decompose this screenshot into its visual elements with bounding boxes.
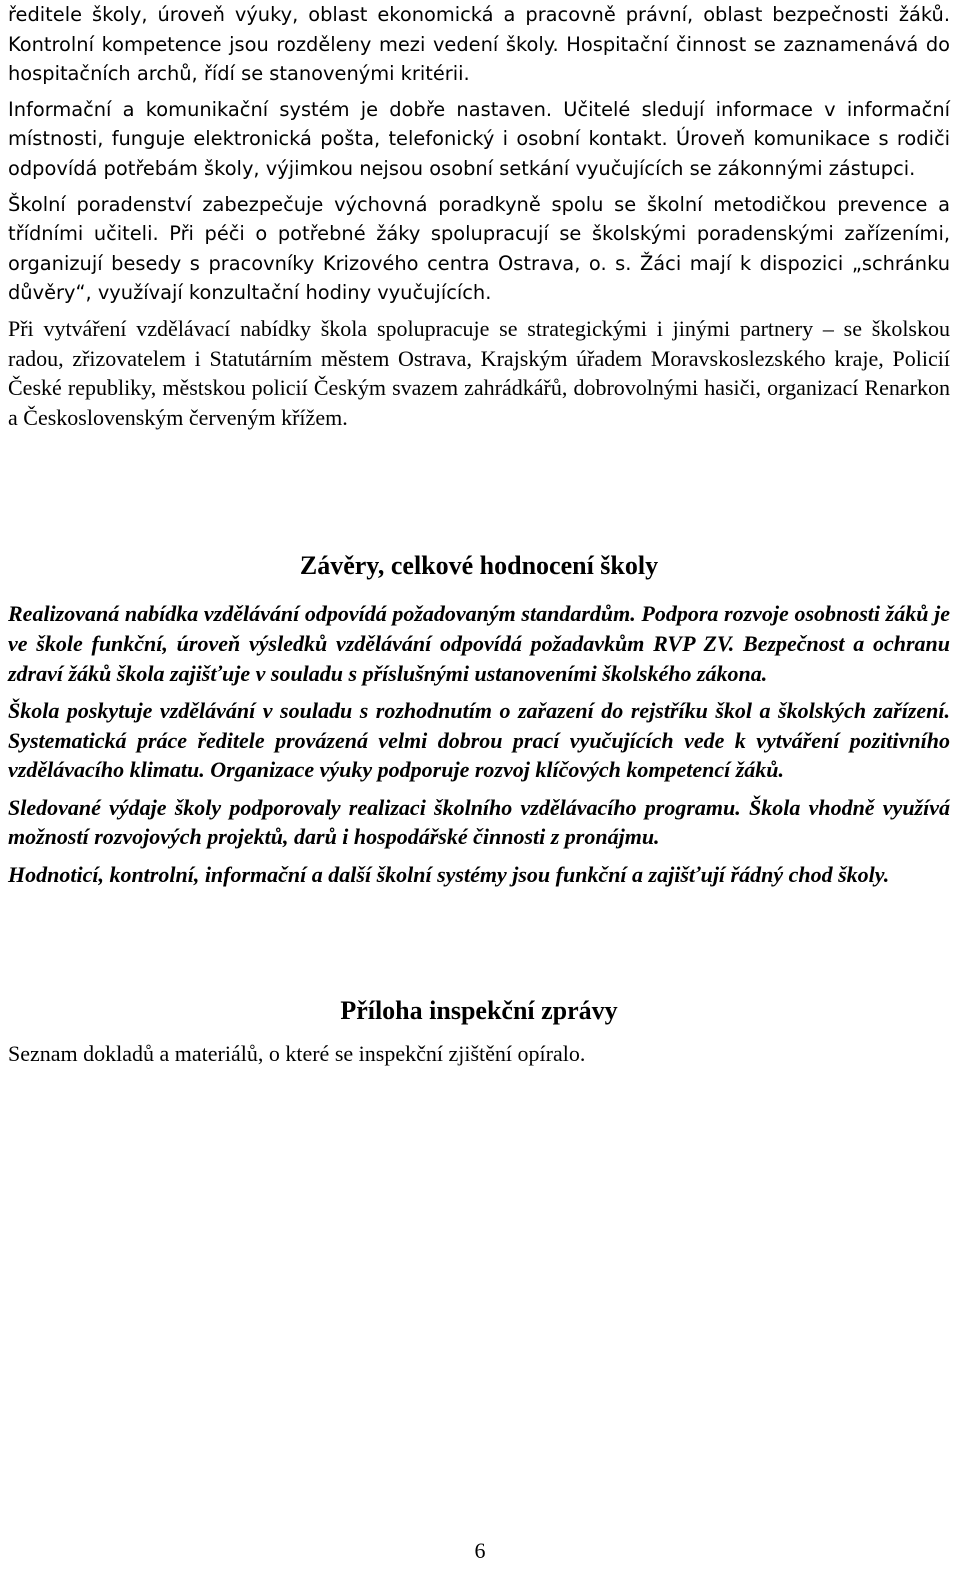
body-paragraph-supervision: ředitele školy, úroveň výuky, oblast ekonomická a pracovně právní, oblast bezpečnosti žáků. Kontrolní kompetence jsou rozděleny mezi vedení školy. Hospitační činnost se zaznamenává do hospitačních archů, řídí se stanovenými kritérii. <box>8 3 950 86</box>
appendix-intro: Seznam dokladů a materiálů, o které se inspekční zjištění opíralo. <box>8 1040 586 1066</box>
conclusion-paragraph-expenses: Sledované výdaje školy podporovaly realizaci školního vzdělávacího programu. Škola vhodně využívá možností rozvojových projektů, darů i hospodářské činnosti z pronájmu. <box>8 794 950 850</box>
body-paragraph-partners: Při vytváření vzdělávací nabídky škola spolupracuje se strategickými i jinými partnery – se školskou radou, zřizovatelem i Statutárním městem Ostrava, Krajským úřadem Moravskoslezského kraje, Policií České republiky, městskou policií Českým svazem zahrádkářů, dobrovolnými hasiči, organizací Renarkon a Československým červeným křížem. <box>8 315 950 430</box>
body-paragraph-counselling: Školní poradenství zabezpečuje výchovná poradkyně spolu se školní metodičkou prevence a třídními učiteli. Při péči o potřebné žáky spolupracují se školskými poradenskými zařízeními, organizují besedy s pracovníky Krizového centra Ostrava, o. s. Žáci mají k dispozici „schránku důvěry“, využívají konzultační hodiny vyučujících. <box>8 192 950 305</box>
conclusions-section <box>8 599 950 889</box>
document-page <box>8 0 950 1068</box>
conclusion-paragraph-systems: Hodnoticí, kontrolní, informační a další školní systémy jsou funkční a zajišťují řádný chod školy. <box>8 862 890 888</box>
conclusion-paragraph-register: Škola poskytuje vzdělávání v souladu s rozhodnutím o zařazení do rejstříku škol a školských zařízení. Systematická práce ředitele provázená velmi dobrou prací vyučujících vede k vytváření pozitivního vzdělávacího klimatu. Organizace výuky podporuje rozvoj klíčových kompetencí žáků. <box>8 698 950 783</box>
body-paragraph-communication: Informační a komunikační systém je dobře nastaven. Učitelé sledují informace v informační místnosti, funguje elektronická pošta, telefonický i osobní kontakt. Úroveň komunikace s rodiči odpovídá potřebám školy, výjimkou nejsou osobní setkání vyučujících se zákonnými zástupci. <box>8 97 950 180</box>
appendix-heading: Příloha inspekční zprávy <box>340 995 618 1025</box>
page-number: 6 <box>474 1538 486 1563</box>
conclusion-paragraph-standards: Realizovaná nabídka vzdělávání odpovídá požadovaným standardům. Podpora rozvoje osobnosti žáků je ve škole funkční, úroveň výsledků vzdělávání odpovídá požadavkům RVP ZV. Bezpečnost a ochranu zdraví žáků škola zajišťuje v souladu s příslušnými ustanoveními školského zákona. <box>8 601 950 686</box>
conclusions-heading: Závěry, celkové hodnocení školy <box>299 551 659 581</box>
